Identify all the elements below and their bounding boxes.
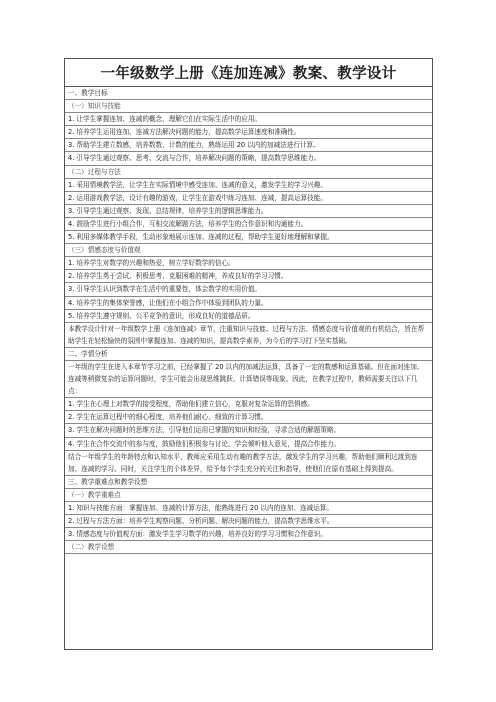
list-item: 4. 引导学生通过观察、思考、交流与合作，培养解决问题的策略，提高数学思维能力。 xyxy=(65,152,432,165)
analysis-intro: 一年级的学生在进入本章节学习之前，已经掌握了 20 以内的加减法运算，具备了一定的数感和运算基础。但在面对连加、连减等稍微复杂的运算问题时，学生可能会出现思维跳跃、计算错误等现象。因此，在教学过程中，教师需要关注以下几点： xyxy=(65,361,432,398)
list-item: 4. 鼓励学生进行小组合作，互相交流解题方法，培养学生的合作意识和沟通能力。 xyxy=(65,218,432,231)
subsection-focus: （一）教学重难点 xyxy=(65,489,432,502)
list-item: 2. 运用游戏教学法，设计有趣的游戏，让学生在游戏中练习连加、连减，提高运算技能。 xyxy=(65,192,432,205)
objectives-summary: 本教学设计针对一年级数学上册《连加连减》章节，注重知识与技能、过程与方法、情感态度与价值观的有机结合，旨在帮助学生在轻松愉快的氛围中掌握连加、连减的知识，提高数学素养，为今后的学习打下坚实基础。 xyxy=(65,323,432,348)
list-item: 3. 引导学生认识到数学在生活中的重要性，体会数学的实用价值。 xyxy=(65,283,432,296)
list-item: 2. 培养学生运用连加、连减方法解决问题的能力，提高数学运算速度和准确性。 xyxy=(65,126,432,139)
subsection-plan: （二）教学设想 xyxy=(65,541,432,554)
section-heading-focus: 三、教学重难点和教学设想 xyxy=(65,476,432,489)
list-item: 2. 培养学生勇于尝试、积极思考、克服困难的精神，养成良好的学习习惯。 xyxy=(65,270,432,283)
list-item: 2. 过程与方法方面：培养学生观察问题、分析问题、解决问题的能力，提高数学思维水平。 xyxy=(65,515,432,528)
list-item: 5. 培养学生遵守规则、公平竞争的意识，形成良好的道德品质。 xyxy=(65,310,432,323)
list-item: 1. 培养学生对数学的兴趣和热爱，树立学好数学的信心。 xyxy=(65,257,432,270)
analysis-summary: 结合一年级学生的年龄特点和认知水平，教师应采用生动有趣的教学方法，激发学生的学习兴趣，帮助他们顺利过渡到连加、连减的学习。同时，关注学生的个体差异，给予每个学生充分的关注和指导，使他们在原有基础上得到提高。 xyxy=(65,451,432,476)
list-item: 1. 学生在心理上对数学的接受程度，帮助他们建立信心，克服对复杂运算的恐惧感。 xyxy=(65,398,432,411)
section-heading-objectives: 一、教学目标 xyxy=(65,87,432,100)
document-frame xyxy=(64,58,433,650)
list-item: 1. 知识与技能方面：掌握连加、连减的计算方法，能熟练进行 20 以内的连加、连减运算。 xyxy=(65,502,432,515)
list-item: 1. 采用情境教学法，让学生在实际情境中感受连加、连减的意义，激发学生的学习兴趣。 xyxy=(65,179,432,192)
subsection-knowledge: （一）知识与技能 xyxy=(65,100,432,113)
list-item: 3. 帮助学生建立数感，培养数数、计数的能力，熟练运用 20 以内的加减法进行计算。 xyxy=(65,139,432,152)
document-body xyxy=(65,87,432,554)
list-item: 4. 学生在合作交流中的参与度，鼓励他们积极参与讨论，学会倾听他人意见，提高合作能力。 xyxy=(65,438,432,451)
list-item: 5. 利用多媒体教学手段，生动形象地展示连加、连减的过程，帮助学生更好地理解和掌握。 xyxy=(65,231,432,244)
document-title: 一年级数学上册《连加连减》教案、教学设计 xyxy=(65,59,432,87)
list-item: 4. 培养学生的集体荣誉感，让他们在小组合作中体验到团队的力量。 xyxy=(65,297,432,310)
subsection-attitude: （三）情感态度与价值观 xyxy=(65,244,432,257)
list-item: 3. 学生在解决问题时的思维方法，引导他们运用已掌握的知识和经验，寻求合适的解题策略。 xyxy=(65,424,432,437)
subsection-process: （二）过程与方法 xyxy=(65,166,432,179)
section-heading-analysis: 二、学情分析 xyxy=(65,348,432,361)
list-item: 3. 情感态度与价值观方面：激发学生学习数学的兴趣，培养良好的学习习惯和合作意识。 xyxy=(65,528,432,541)
list-item: 2. 学生在运算过程中的细心程度，培养他们耐心、细致的计算习惯。 xyxy=(65,411,432,424)
list-item: 3. 引导学生通过观察、发现、总结规律，培养学生的逻辑思维能力。 xyxy=(65,205,432,218)
list-item: 1. 让学生掌握连加、连减的概念，理解它们在实际生活中的应用。 xyxy=(65,113,432,126)
